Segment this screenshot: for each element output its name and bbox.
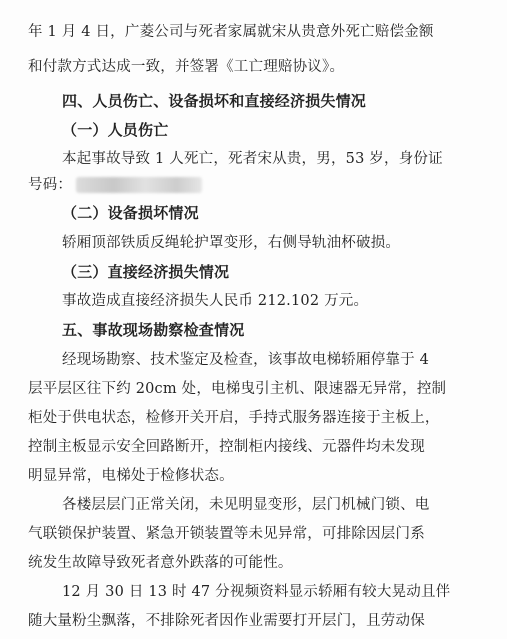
redacted-id-number <box>76 177 202 193</box>
subheading-casualties: （一）人员伤亡 <box>62 121 169 139</box>
paragraph-line-inspection-5: 明显异常，电梯处于检修状态。 <box>28 468 234 484</box>
subheading-equipment-damage: （二）设备损坏情况 <box>62 204 199 222</box>
paragraph-line-equipment: 轿厢顶部铁质反绳轮护罩变形，右侧导轨油杯破损。 <box>62 235 401 251</box>
paragraph-line-inspection-1: 经现场勘察、技术鉴定及检查，该事故电梯轿厢停靠于 4 <box>62 352 430 368</box>
id-number-label: 号码： <box>28 177 73 193</box>
paragraph-line-doors-1: 各楼层层门正常关闭，未见明显变形，层门机械门锁、电 <box>62 497 430 513</box>
section-heading-5: 五、事故现场勘察检查情况 <box>62 321 245 339</box>
paragraph-line-1: 年 1 月 4 日，广菱公司与死者家属就宋从贵意外死亡赔偿金额 <box>28 24 434 40</box>
paragraph-line-doors-2: 气联锁保护装置、紧急开锁装置等未见异常，可排除因层门系 <box>28 526 425 542</box>
paragraph-line-doors-3: 统发生故障导致死者意外跌落的可能性。 <box>28 555 293 571</box>
paragraph-line-casualties-1: 本起事故导致 1 人死亡，死者宋从贵，男，53 岁，身份证 <box>62 151 443 167</box>
paragraph-line-id-number <box>28 171 507 200</box>
section-heading-4: 四、人员伤亡、设备损坏和直接经济损失情况 <box>62 92 367 110</box>
paragraph-line-2: 和付款方式达成一致，并签署《工亡理赔协议》。 <box>28 59 345 75</box>
paragraph-line-inspection-3: 柜处于供电状态，检修开关开启，手持式服务器连接于主板上， <box>28 410 440 426</box>
paragraph-line-inspection-4: 控制主板显示安全回路断开，控制柜内接线、元器件均未发现 <box>28 439 425 455</box>
paragraph-line-video-2: 随大量粉尘飘落，不排除死者因作业需要打开层门，且劳动保 <box>28 613 425 629</box>
paragraph-line-economic-loss: 事故造成直接经济损失人民币 212.102 万元。 <box>62 293 369 309</box>
paragraph-line-video-1: 12 月 30 日 13 时 47 分视频资料显示轿厢有较大晃动且伴 <box>62 584 451 600</box>
subheading-economic-loss: （三）直接经济损失情况 <box>62 263 230 281</box>
paragraph-line-inspection-2: 层平层区往下约 20cm 处，电梯曳引主机、限速器无异常，控制 <box>28 381 447 397</box>
